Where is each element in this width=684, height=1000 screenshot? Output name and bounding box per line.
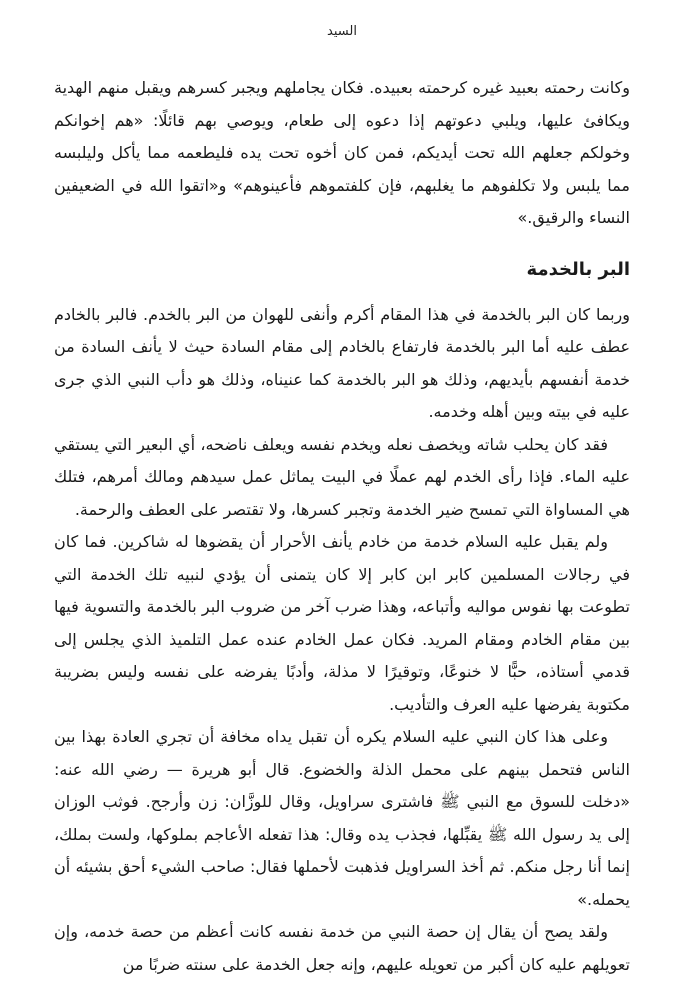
paragraph: وربما كان البر بالخدمة في هذا المقام أكرم وأنفى للهوان من البر بالخدم. فالبر بالخادم عطف عليه أما البر بالخدمة فارتفاع بالخادم إلى مقام السادة حيث لا يأنف السادة من خدمة أنفسهم بأيديهم، وذلك هو البر بالخدمة كما عنيناه، وذلك هو دأب النبي الذي جرى عليه في بيته وبين أهله وخدمه. [54, 304, 630, 421]
paragraph: وعلى هذا كان النبي عليه السلام يكره أن تقبل يداه مخافة أن تجري العادة بهذا بين الناس فتحمل بينهم على محمل الذلة والخضوع. قال أبو هريرة — رضي الله عنه: «دخلت للسوق مع النبي ﷺ فاشترى سراويل، وقال للوزَّان: زن وأرجح. فوثب الوزان إلى يد رسول الله ﷺ يقبِّلها، فجذب يده وقال: هذا تفعله الأعاجم بملوكها، ولست بملك، إنما أنا رجل منكم. ثم أخذ السراويل فذهبت لأحملها فقال: صاحب الشيء أحق بشيئه أن يحمله.» [54, 727, 630, 909]
paragraph: ولم يقبل عليه السلام خدمة من خادم يأنف الأحرار أن يقضوها له شاكرين. فما كان في رجالات المسلمين كابر ابن كابر إلا كان يتمنى أن يؤدي لنبيه تلك الخدمة التي تطوعت بها نفوس مواليه وأتباعه، وهذا ضرب آخر من ضروب البر بالخدمة والتسوية فيها بين مقام الخادم ومقام المريد. فكان عمل الخادم عنده عمل التلميذ الذي يجلس إلى قدمي أستاذه، حبًّا لا خنوعًا، وتوقيرًا لا مذلة، وأدبًا يفرضه على نفسه وليس بضريبة مكتوبة يفرضها عليه العرف والتأديب. [54, 532, 630, 714]
paragraph: ولقد يصح أن يقال إن حصة النبي من خدمة نفسه كانت أعظم من حصة خدمه، وإن تعويلهم عليه كان أكبر من تعويله عليهم، وإنه جعل الخدمة على سنته ضربًا من [54, 922, 630, 974]
page-body [54, 72, 630, 981]
paragraph: فقد كان يحلب شاته ويخصف نعله ويخدم نفسه ويعلف ناضحه، أي البعير التي يستقي عليه الماء. فإذا رأى الخدم لهم عملًا في البيت يماثل عمل سيدهم ومالك أمرهم، فتلك هي المساواة التي تمسح ضير الخدمة وتجبر كسرها، ولا تقتصر على العطف والرحمة. [54, 434, 630, 519]
running-title: السيد [327, 24, 357, 39]
section-heading: البر بالخدمة [526, 258, 630, 280]
paragraph-continued: وكانت رحمته بعبيد غيره كرحمته بعبيده. فكان يجاملهم ويجبر كسرهم ويقبل منهم الهدية ويكافئ عليها، ويلبي دعوتهم إذا دعوه إلى طعام، ويوصي بهم قائلًا: «هم إخوانكم وخولكم جعلهم الله تحت أيديكم، فمن كان أخوه تحت يده فليطعمه مما يأكل وليلبسه مما يلبس ولا تكلفوهم ما يغلبهم، فإن كلفتموهم فأعينوهم» و«اتقوا الله في الضعيفين النساء والرقيق.» [54, 78, 630, 227]
